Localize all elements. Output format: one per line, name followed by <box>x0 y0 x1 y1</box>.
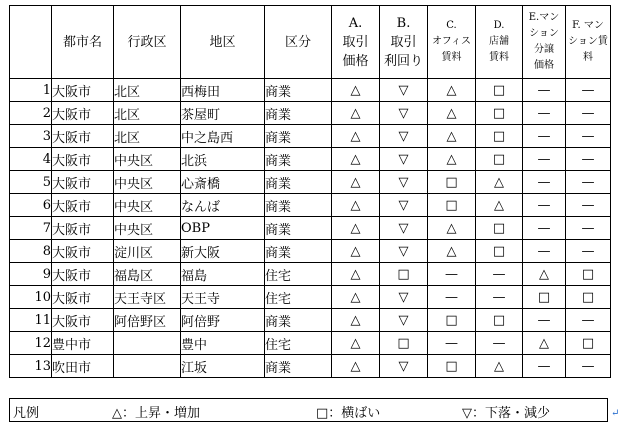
cell-category: 商業 <box>265 355 332 378</box>
cell-b: ▽ <box>380 355 428 378</box>
cell-no: 9 <box>10 263 52 286</box>
table-row <box>10 263 611 286</box>
table-row <box>10 171 611 194</box>
cell-no: 8 <box>10 240 52 263</box>
cell-no: 6 <box>10 194 52 217</box>
header-e <box>523 6 566 79</box>
cell-city: 吹田市 <box>52 355 114 378</box>
header-line: A. <box>348 15 363 31</box>
cell-city: 大阪市 <box>52 171 114 194</box>
cell-category: 住宅 <box>265 332 332 355</box>
cell-category: 住宅 <box>265 263 332 286</box>
cell-category: 商業 <box>265 79 332 102</box>
cell-f: □ <box>566 286 611 309</box>
cell-b: ▽ <box>380 217 428 240</box>
cell-e: — <box>523 102 566 125</box>
cell-d: □ <box>476 148 523 171</box>
cell-c: — <box>428 332 476 355</box>
header-line: オフィス <box>432 36 471 47</box>
legend <box>9 398 608 422</box>
table-row <box>10 332 611 355</box>
legend-down: ▽：下落・減少 <box>462 406 550 421</box>
cell-b: ▽ <box>380 240 428 263</box>
cell-d: — <box>476 332 523 355</box>
header-line: D. <box>493 20 505 31</box>
cell-ward: 淀川区 <box>114 240 181 263</box>
table-row <box>10 240 611 263</box>
cell-e: — <box>523 309 566 332</box>
header-line: 取引 <box>342 34 369 50</box>
cell-d: △ <box>476 171 523 194</box>
cell-city: 大阪市 <box>52 263 114 286</box>
table-row <box>10 217 611 240</box>
header-line: 区分 <box>284 34 311 50</box>
table-row <box>10 355 611 378</box>
cell-category: 商業 <box>265 125 332 148</box>
cell-ward: 天王寺区 <box>114 286 181 309</box>
cell-c: — <box>428 263 476 286</box>
cell-ward: 中央区 <box>114 171 181 194</box>
cell-district: 天王寺 <box>181 286 265 309</box>
cell-ward: 阿倍野区 <box>114 309 181 332</box>
cell-no: 12 <box>10 332 52 355</box>
table-row <box>10 102 611 125</box>
header-line: 行政区 <box>127 34 167 50</box>
header-line: ション賃 <box>568 36 608 47</box>
cell-city: 大阪市 <box>52 240 114 263</box>
header-line: 賃料 <box>489 52 509 63</box>
cell-b: ▽ <box>380 309 428 332</box>
cell-no: 11 <box>10 309 52 332</box>
cell-d: △ <box>476 194 523 217</box>
cell-ward: 中央区 <box>114 194 181 217</box>
cell-city: 大阪市 <box>52 79 114 102</box>
cell-city: 大阪市 <box>52 148 114 171</box>
cell-city: 豊中市 <box>52 332 114 355</box>
cell-b: □ <box>380 263 428 286</box>
cell-no: 13 <box>10 355 52 378</box>
cell-f: □ <box>566 332 611 355</box>
cell-city: 大阪市 <box>52 102 114 125</box>
cell-b: ▽ <box>380 286 428 309</box>
header-line: 分譲 <box>534 44 554 55</box>
cell-district: 豊中 <box>181 332 265 355</box>
header-f <box>566 6 611 79</box>
cell-a: △ <box>332 309 380 332</box>
cell-category: 商業 <box>265 148 332 171</box>
cell-e: — <box>523 217 566 240</box>
table-row <box>10 194 611 217</box>
legend-flat: □：横ばい <box>316 406 381 421</box>
cell-ward: 福島区 <box>114 263 181 286</box>
cell-e: — <box>523 194 566 217</box>
cell-ward: 中央区 <box>114 148 181 171</box>
cell-f: □ <box>566 263 611 286</box>
cell-e: △ <box>523 263 566 286</box>
header-line: F. マン <box>572 20 604 31</box>
header-b <box>380 6 428 79</box>
cell-no: 7 <box>10 217 52 240</box>
cell-category: 商業 <box>265 171 332 194</box>
cell-d: □ <box>476 125 523 148</box>
cell-f: — <box>566 217 611 240</box>
cell-ward: 北区 <box>114 125 181 148</box>
cell-a: △ <box>332 194 380 217</box>
cell-category: 住宅 <box>265 286 332 309</box>
cell-a: △ <box>332 240 380 263</box>
cell-d: — <box>476 263 523 286</box>
cell-c: △ <box>428 79 476 102</box>
cell-no: 5 <box>10 171 52 194</box>
cell-b: ▽ <box>380 102 428 125</box>
cell-b: ▽ <box>380 125 428 148</box>
cell-e: △ <box>523 332 566 355</box>
cell-district: 心斎橋 <box>181 171 265 194</box>
cell-category: 商業 <box>265 217 332 240</box>
cell-d: □ <box>476 240 523 263</box>
header-d <box>476 6 523 79</box>
table-row <box>10 309 611 332</box>
cell-f: — <box>566 102 611 125</box>
table-row <box>10 125 611 148</box>
cell-a: △ <box>332 171 380 194</box>
cell-e: — <box>523 171 566 194</box>
cell-f: — <box>566 355 611 378</box>
cell-d: △ <box>476 355 523 378</box>
header-c <box>428 6 476 79</box>
cell-d: □ <box>476 309 523 332</box>
header-line: E.マン <box>528 12 560 23</box>
cell-d: □ <box>476 102 523 125</box>
table-row <box>10 148 611 171</box>
cell-a: △ <box>332 355 380 378</box>
header-line: B. <box>396 15 411 31</box>
cell-c: □ <box>428 355 476 378</box>
cell-f: — <box>566 309 611 332</box>
header-line: 価格 <box>342 53 369 69</box>
cell-category: 商業 <box>265 309 332 332</box>
market-trend-table <box>9 5 611 378</box>
cell-ward: 中央区 <box>114 217 181 240</box>
header-line: 取引 <box>390 34 417 50</box>
cell-e: — <box>523 240 566 263</box>
header-category <box>265 6 332 79</box>
header-line: C. <box>446 20 457 31</box>
cell-no: 1 <box>10 79 52 102</box>
cell-city: 大阪市 <box>52 125 114 148</box>
cell-district: 西梅田 <box>181 79 265 102</box>
table-row <box>10 286 611 309</box>
cell-a: △ <box>332 217 380 240</box>
cell-b: ▽ <box>380 194 428 217</box>
cell-f: — <box>566 79 611 102</box>
cell-ward: 北区 <box>114 79 181 102</box>
cell-district: OBP <box>181 217 265 240</box>
legend-up: △：上昇・増加 <box>112 406 200 421</box>
header-line: ション <box>529 28 559 39</box>
cell-ward <box>114 355 181 378</box>
cell-ward <box>114 332 181 355</box>
cell-e: — <box>523 355 566 378</box>
table-body <box>10 79 611 378</box>
cell-district: なんば <box>181 194 265 217</box>
cell-category: 商業 <box>265 240 332 263</box>
cell-e: — <box>523 148 566 171</box>
cell-district: 北浜 <box>181 148 265 171</box>
cell-a: △ <box>332 263 380 286</box>
cell-a: △ <box>332 148 380 171</box>
table-row <box>10 79 611 102</box>
cell-d: □ <box>476 79 523 102</box>
cell-district: 新大阪 <box>181 240 265 263</box>
cell-category: 商業 <box>265 102 332 125</box>
cell-city: 大阪市 <box>52 286 114 309</box>
cell-b: ▽ <box>380 79 428 102</box>
cell-e: □ <box>523 286 566 309</box>
cell-a: △ <box>332 79 380 102</box>
cell-district: 中之島西 <box>181 125 265 148</box>
cell-a: △ <box>332 125 380 148</box>
cell-district: 茶屋町 <box>181 102 265 125</box>
header-district <box>181 6 265 79</box>
cell-e: — <box>523 125 566 148</box>
cell-b: □ <box>380 332 428 355</box>
cell-district: 江坂 <box>181 355 265 378</box>
cell-d: □ <box>476 217 523 240</box>
cell-e: — <box>523 79 566 102</box>
header-line: 料 <box>583 52 593 63</box>
cell-f: — <box>566 125 611 148</box>
cell-c: △ <box>428 217 476 240</box>
cell-no: 10 <box>10 286 52 309</box>
cell-no: 4 <box>10 148 52 171</box>
cell-c: — <box>428 286 476 309</box>
header-line: 価格 <box>534 60 554 71</box>
header-line: 店舗 <box>489 36 509 47</box>
cell-c: △ <box>428 102 476 125</box>
cell-c: □ <box>428 309 476 332</box>
cell-a: △ <box>332 332 380 355</box>
cell-f: — <box>566 194 611 217</box>
cell-c: △ <box>428 148 476 171</box>
cell-d: — <box>476 286 523 309</box>
cell-no: 3 <box>10 125 52 148</box>
header-a <box>332 6 380 79</box>
cell-no: 2 <box>10 102 52 125</box>
cell-district: 福島 <box>181 263 265 286</box>
cell-b: ▽ <box>380 171 428 194</box>
legend-label: 凡例 <box>13 406 40 421</box>
cell-c: □ <box>428 171 476 194</box>
paragraph-mark-icon: ↵ <box>611 408 620 419</box>
header-line: 都市名 <box>62 34 102 50</box>
cell-c: □ <box>428 194 476 217</box>
cell-a: △ <box>332 102 380 125</box>
cell-c: △ <box>428 240 476 263</box>
cell-c: △ <box>428 125 476 148</box>
cell-city: 大阪市 <box>52 194 114 217</box>
header-city <box>52 6 114 79</box>
cell-district: 阿倍野 <box>181 309 265 332</box>
header-no <box>10 6 52 79</box>
cell-b: ▽ <box>380 148 428 171</box>
cell-category: 商業 <box>265 194 332 217</box>
cell-f: — <box>566 240 611 263</box>
header-line: 利回り <box>383 53 423 69</box>
cell-city: 大阪市 <box>52 217 114 240</box>
header-line: 地区 <box>209 34 236 50</box>
cell-f: — <box>566 171 611 194</box>
cell-f: — <box>566 148 611 171</box>
header-line: 賃料 <box>441 52 462 63</box>
cell-city: 大阪市 <box>52 309 114 332</box>
header-ward <box>114 6 181 79</box>
header-row <box>10 6 611 79</box>
cell-ward: 北区 <box>114 102 181 125</box>
cell-a: △ <box>332 286 380 309</box>
